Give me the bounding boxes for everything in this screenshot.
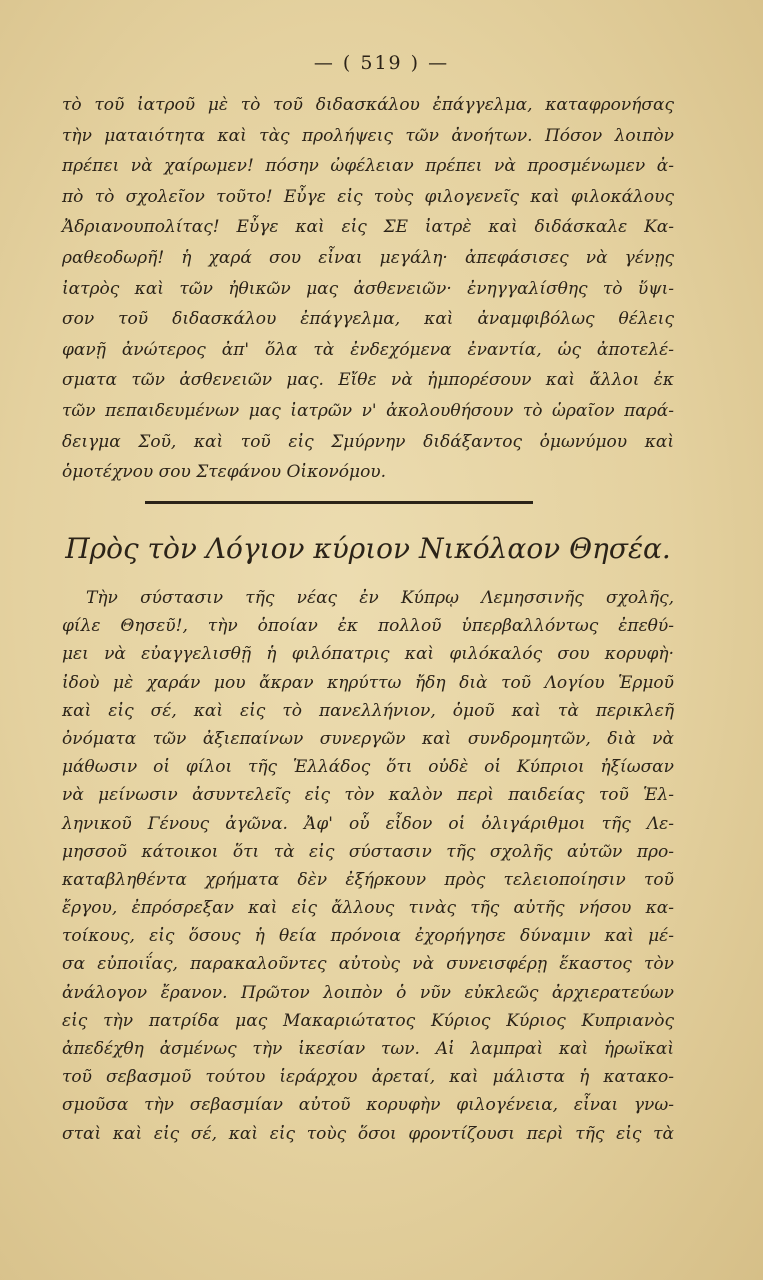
text-line: σματα τῶν ἀσθενειῶν μας. Εἴθε νὰ ἠμπορέσουν καὶ ἄλλοι ἐκ bbox=[62, 370, 674, 391]
text-line: τὴν ματαιότητα καὶ τὰς προλήψεις τῶν ἀνοήτων. Πόσον λοιπὸν bbox=[62, 125, 674, 146]
text-line: σον τοῦ διδασκάλου ἐπάγγελμα, καὶ ἀναμφιβόλως θέλεις bbox=[62, 309, 674, 330]
text-line: ἰατρὸς καὶ τῶν ἠθικῶν μας ἀσθενειῶν· ἐνηγγαλίσθης τὸ ὕψι- bbox=[62, 278, 674, 299]
text-line: ὁμοτέχνου σου Στεφάνου Οἰκονόμου. bbox=[62, 462, 387, 483]
text-line: τῶν πεπαιδευμένων μας ἰατρῶν ν' ἀκολουθήσουν τὸ ὡραῖον παρά- bbox=[62, 400, 674, 421]
text-line: νὰ μείνωσιν ἀσυντελεῖς εἰς τὸν καλὸν περὶ παιδείας τοῦ Ἑλ- bbox=[62, 785, 674, 806]
text-line: ἔργου, ἐπρόσρεξαν καὶ εἰς ἄλλους τινὰς τῆς αὐτῆς νήσου κα- bbox=[62, 898, 674, 919]
text-line: καὶ εἰς σέ, καὶ εἰς τὸ πανελλήνιον, ὁμοῦ καὶ τὰ περικλεῆ bbox=[62, 700, 674, 721]
section-body bbox=[62, 584, 674, 1148]
text-line: τοίκους, εἰς ὅσους ἡ θεία πρόνοια ἐχορήγησε δύναμιν καὶ μέ- bbox=[62, 926, 674, 947]
text-line: Τὴν σύστασιν τῆς νέας ἐν Κύπρῳ Λεμησσινῆς σχολῆς, bbox=[86, 588, 674, 608]
page-number: — ( 519 ) — bbox=[313, 52, 450, 74]
text-line: τοῦ σεβασμοῦ τούτου ἱεράρχου ἀρεταί, καὶ μάλιστα ἡ κατακο- bbox=[62, 1067, 674, 1088]
section-divider bbox=[145, 501, 533, 504]
text-line: πρέπει νὰ χαίρωμεν! πόσην ὠφέλειαν πρέπει νὰ προσμένωμεν ἀ- bbox=[62, 156, 674, 177]
letter-end-paragraph bbox=[62, 90, 674, 488]
section-title: Πρὸς τὸν Λόγιον κύριον Νικόλαον Θησέα. bbox=[65, 532, 671, 565]
text-line: σα εὐποιΐας, παρακαλοῦντες αὐτοὺς νὰ συνεισφέρῃ ἕκαστος τὸν bbox=[62, 954, 674, 975]
text-line: μησσοῦ κάτοικοι ὅτι τὰ εἰς σύστασιν τῆς σχολῆς αὐτῶν προ- bbox=[62, 841, 674, 862]
text-line: καταβληθέντα χρήματα δὲν ἐξήρκουν πρὸς τελειοποίησιν τοῦ bbox=[62, 869, 674, 890]
text-line: ραθεοδωρῆ! ἡ χαρά σου εἶναι μεγάλη· ἀπεφάσισες νὰ γένῃς bbox=[62, 247, 674, 268]
text-line: ἀνάλογον ἔρανον. Πρῶτον λοιπὸν ὁ νῦν εὐκλεῶς ἀρχιερατεύων bbox=[62, 982, 674, 1003]
text-line: ἰδοὺ μὲ χαράν μου ἄκραν κηρύττω ἤδη διὰ τοῦ Λογίου Ἑρμοῦ bbox=[62, 672, 674, 693]
text-line: δειγμα Σοῦ, καὶ τοῦ εἰς Σμύρνην διδάξαντος ὁμωνύμου καὶ bbox=[62, 431, 674, 452]
text-line: ὀνόματα τῶν ἀξιεπαίνων συνεργῶν καὶ συνδρομητῶν, διὰ νὰ bbox=[62, 728, 674, 749]
text-line: εἰς τὴν πατρίδα μας Μακαριώτατος Κύριος Κύριος Κυπριανὸς bbox=[62, 1010, 674, 1031]
text-line: μάθωσιν οἱ φίλοι τῆς Ἑλλάδος ὅτι οὐδὲ οἱ Κύπριοι ἠξίωσαν bbox=[62, 757, 674, 778]
text-line: πὸ τὸ σχολεῖον τοῦτο! Εὖγε εἰς τοὺς φιλογενεῖς καὶ φιλοκάλους bbox=[62, 186, 674, 207]
text-line: φίλε Θησεῦ!, τὴν ὁποίαν ἐκ πολλοῦ ὑπερβαλλόντως ἐπεθύ- bbox=[62, 616, 674, 637]
text-line: ἀπεδέχθη ἀσμένως τὴν ἱκεσίαν των. Αἱ λαμπραὶ καὶ ἡρωϊκαὶ bbox=[62, 1039, 674, 1059]
text-line: ληνικοῦ Γένους ἀγῶνα. Ἀφ' οὗ εἶδον οἱ ὀλιγάριθμοι τῆς Λε- bbox=[62, 813, 674, 834]
text-line: Ἀδριανουπολίτας! Εὖγε καὶ εἰς ΣΕ ἰατρὲ καὶ διδάσκαλε Κα- bbox=[62, 217, 674, 238]
text-line: μει νὰ εὐαγγελισθῇ ἡ φιλόπατρις καὶ φιλόκαλός σου κορυφὴ· bbox=[62, 644, 674, 665]
text-line: τὸ τοῦ ἰατροῦ μὲ τὸ τοῦ διδασκάλου ἐπάγγελμα, καταφρονήσας bbox=[62, 95, 674, 115]
text-line: φανῇ ἀνώτερος ἀπ' ὅλα τὰ ἐνδεχόμενα ἐναντία, ὡς ἀποτελέ- bbox=[62, 339, 674, 360]
text-line: σμοῦσα τὴν σεβασμίαν αὐτοῦ κορυφὴν φιλογένεια, εἶναι γνω- bbox=[62, 1095, 674, 1116]
text-line: σταὶ καὶ εἰς σέ, καὶ εἰς τοὺς ὅσοι φροντίζουσι περὶ τῆς εἰς τὰ bbox=[62, 1123, 674, 1144]
